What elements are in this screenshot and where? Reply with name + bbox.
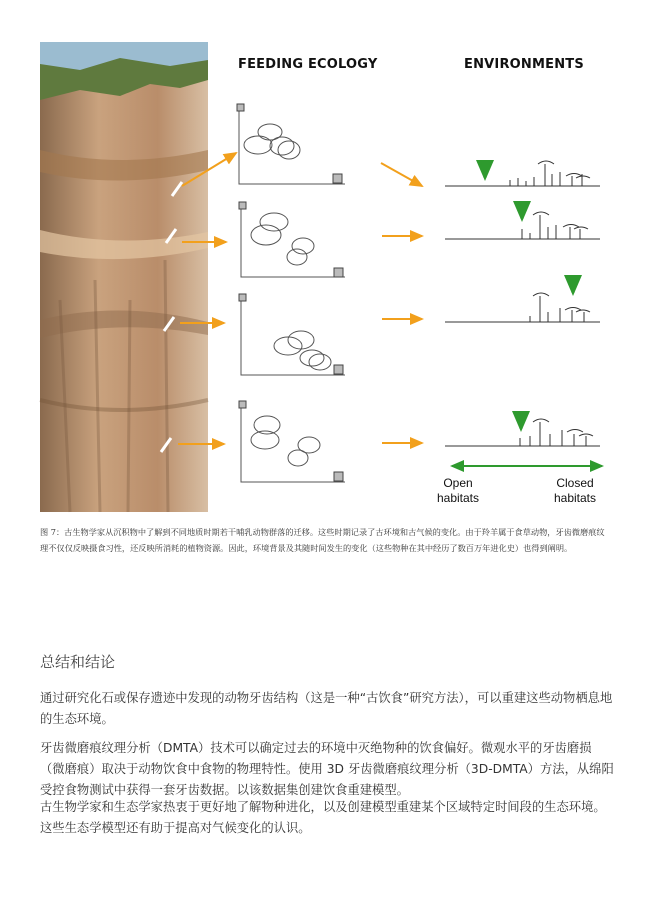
plot-2: [239, 202, 345, 277]
plot-1: [237, 104, 345, 184]
cliff-photo: [40, 42, 208, 512]
figure-caption: 图 7：古生物学家从沉积物中了解到不同地质时期若干哺乳动物群落的迁移。这些时期记录了古环境和古气候的变化。由于羚羊属于食草动物，牙齿微磨痕纹理不仅仅反映摄食习性，还反映所消耗的植物资源。因此，环境背景及其随时间发生的变化（这些物种在其中经历了数百万年进化史）也得到阐明。: [40, 527, 605, 553]
label-closed-habitats: Closed habitats: [553, 476, 597, 505]
header-feeding-ecology: FEEDING ECOLOGY: [238, 57, 378, 72]
plot-4: [239, 401, 345, 482]
feeding-plots: [237, 104, 345, 482]
label-open-habitats: Open habitats: [436, 476, 480, 505]
section-title: 总结和结论: [40, 653, 116, 671]
environment-strips: [445, 161, 600, 446]
paragraph-2: 牙齿微磨痕纹理分析（DMTA）技术可以确定过去的环境中灭绝物种的饮食偏好。微观水平的牙齿磨损（微磨痕）取决于动物饮食中食物的物理特性。使用 3D 牙齿微磨痕纹理分析（3D-DMTA）方法，从绵阳受控食物测试中获得一套牙齿数据。以该数据集创建饮食重建模型。: [40, 741, 614, 797]
habitat-markers: [485, 164, 573, 429]
header-environments: ENVIRONMENTS: [464, 57, 584, 72]
env-row-3: [445, 293, 600, 322]
paragraph-3: 古生物学家和生态学家热衷于更好地了解物种进化，以及创建模型重建某个区域特定时间段的生态环境。这些生态学模型还有助于提高对气候变化的认识。: [40, 800, 606, 835]
env-row-1: [445, 161, 600, 186]
plot-3: [239, 294, 345, 375]
env-arrows: [381, 163, 422, 443]
paragraph-1: 通过研究化石或保存遗迹中发现的动物牙齿结构（这是一种“古饮食”研究方法），可以重建这些动物栖息地的生态环境。: [40, 691, 613, 726]
